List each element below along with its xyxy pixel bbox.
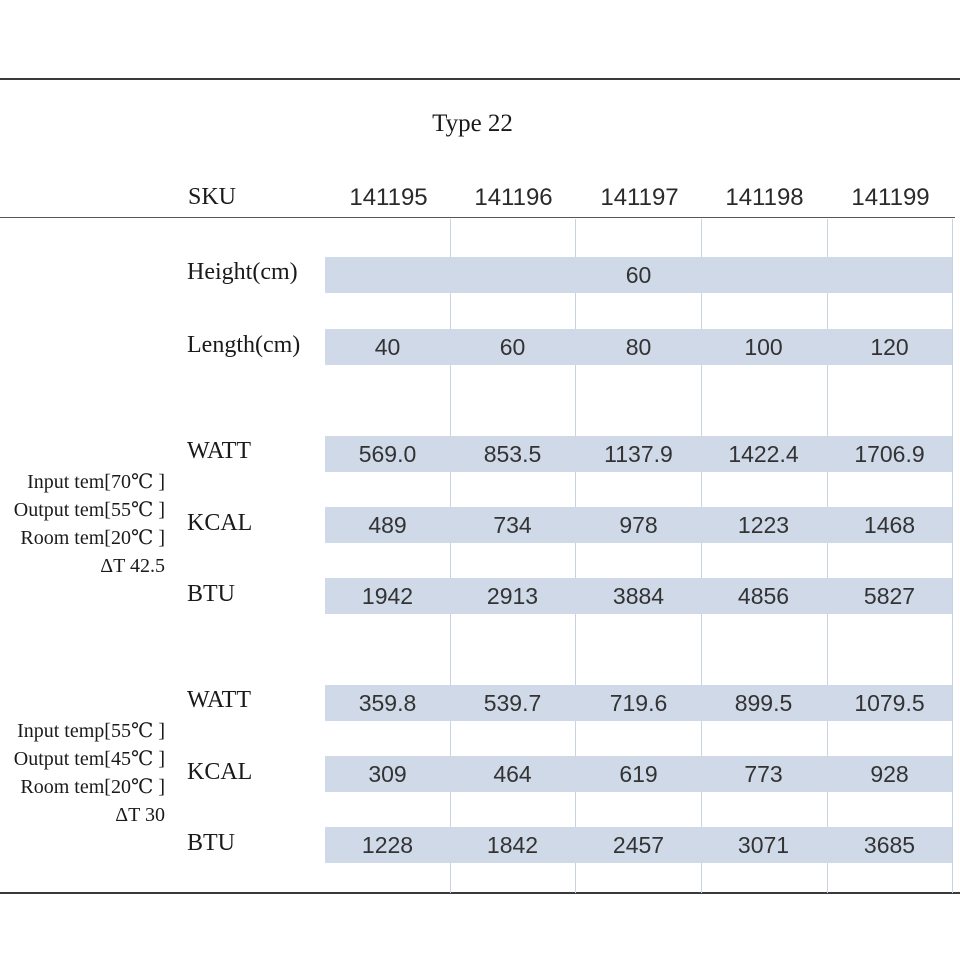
btu-label-2: BTU [187, 830, 235, 856]
sku-141199: 141199 [851, 184, 930, 211]
btu-cell: 1842 [486, 832, 539, 858]
kcal-cell: 1223 [737, 512, 790, 538]
header-rule [0, 217, 955, 218]
btu-band-1 [325, 578, 952, 614]
watt-cell: 853.5 [483, 441, 542, 467]
btu-cell: 5827 [863, 583, 916, 609]
kcal-cell: 489 [368, 512, 407, 538]
length-cell: 40 [374, 334, 401, 360]
kcal-cell: 464 [493, 761, 532, 787]
sku-141197: 141197 [600, 184, 679, 211]
length-band [325, 329, 952, 365]
length-cell: 60 [499, 334, 526, 360]
sku-label: SKU [188, 184, 237, 210]
length-label: Length(cm) [187, 332, 301, 358]
watt-band-1 [325, 436, 952, 472]
kcal-cell: 1468 [863, 512, 916, 538]
condition-1-room: Room tem[20℃ ] [20, 527, 165, 549]
table-title: Type 22 [432, 110, 513, 137]
kcal-label-2: KCAL [187, 759, 253, 785]
watt-cell: 1422.4 [728, 441, 799, 467]
condition-2-output: Output tem[45℃ ] [13, 748, 165, 770]
watt-cell: 1079.5 [854, 690, 925, 716]
bottom-rule [0, 892, 960, 894]
btu-cell: 3071 [737, 832, 790, 858]
btu-cell: 1942 [361, 583, 414, 609]
kcal-cell: 773 [744, 761, 783, 787]
condition-1-delta: ΔT 42.5 [100, 555, 165, 577]
watt-cell: 1137.9 [604, 441, 673, 467]
watt-cell: 1706.9 [854, 441, 925, 467]
sku-141196: 141196 [474, 184, 553, 211]
btu-cell: 2457 [612, 832, 665, 858]
kcal-cell: 928 [870, 761, 909, 787]
height-band [325, 257, 952, 293]
height-label: Height(cm) [187, 259, 298, 285]
condition-2-input: Input temp[55℃ ] [17, 720, 165, 742]
kcal-cell: 619 [619, 761, 658, 787]
condition-1-input: Input tem[70℃ ] [27, 471, 165, 493]
top-rule [0, 78, 960, 80]
watt-cell: 899.5 [734, 690, 793, 716]
kcal-cell: 978 [619, 512, 658, 538]
kcal-cell: 309 [368, 761, 407, 787]
condition-1-notes [14, 468, 165, 580]
btu-cell: 4856 [737, 583, 790, 609]
watt-cell: 719.6 [609, 690, 668, 716]
watt-cell: 569.0 [358, 441, 417, 467]
kcal-band-1 [325, 507, 952, 543]
length-cell: 80 [625, 334, 652, 360]
btu-cell: 3685 [863, 832, 916, 858]
length-cell: 100 [744, 334, 783, 360]
btu-label-1: BTU [187, 581, 235, 607]
column-divider [952, 219, 953, 893]
kcal-band-2 [325, 756, 952, 792]
watt-label-1: WATT [187, 438, 251, 464]
btu-cell: 1228 [361, 832, 414, 858]
btu-band-2 [325, 827, 952, 863]
length-cell: 120 [870, 334, 909, 360]
btu-cell: 2913 [486, 583, 539, 609]
watt-band-2 [325, 685, 952, 721]
btu-cell: 3884 [612, 583, 665, 609]
watt-cell: 359.8 [358, 690, 417, 716]
sku-141198: 141198 [725, 184, 804, 211]
condition-2-delta: ΔT 30 [115, 804, 165, 826]
kcal-label-1: KCAL [187, 510, 253, 536]
condition-1-output: Output tem[55℃ ] [13, 499, 165, 521]
condition-2-notes [14, 717, 165, 829]
sku-141195: 141195 [349, 184, 428, 211]
kcal-cell: 734 [493, 512, 532, 538]
height-value: 60 [625, 262, 652, 288]
watt-cell: 539.7 [483, 690, 542, 716]
condition-2-room: Room tem[20℃ ] [20, 776, 165, 798]
watt-label-2: WATT [187, 687, 251, 713]
